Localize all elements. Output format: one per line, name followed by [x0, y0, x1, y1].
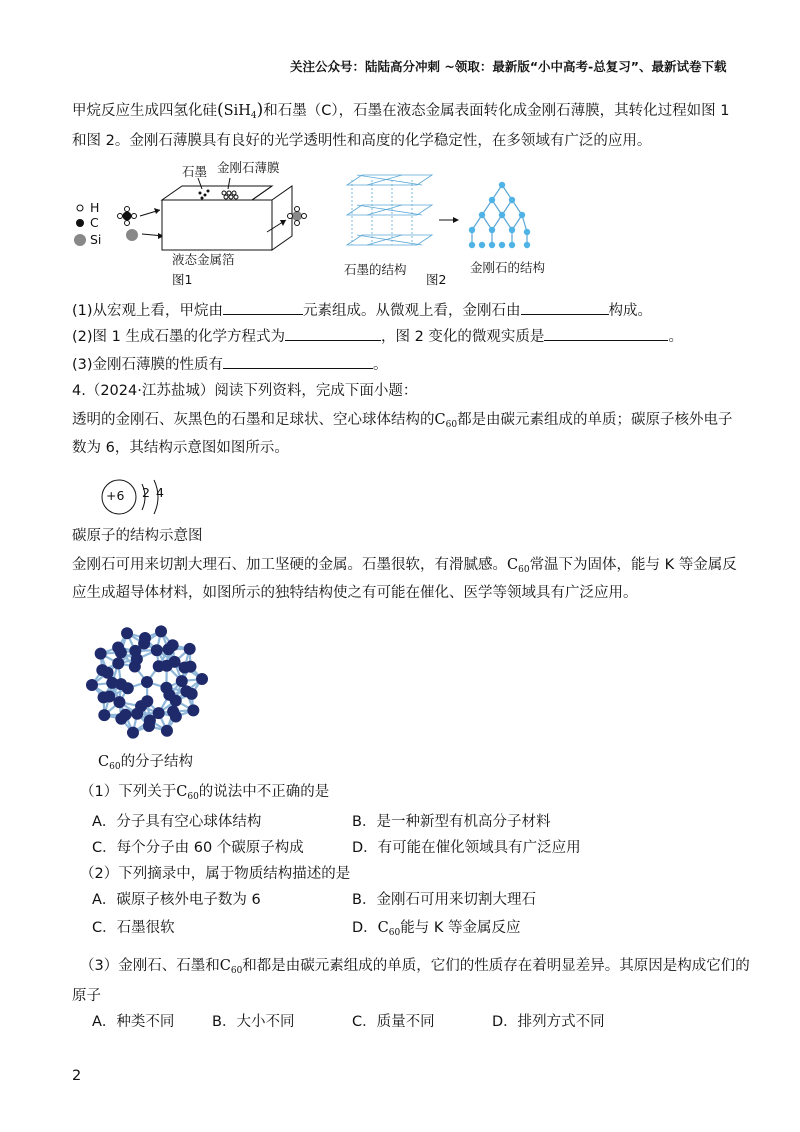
c60-molecule-icon: [72, 617, 222, 747]
q3-p3-blank[interactable]: [223, 354, 373, 369]
sub1-c60-sub: 60: [187, 792, 199, 802]
figure-area: [72, 160, 572, 295]
q3-p2-text-a: (2)图 1 生成石墨的化学方程式为: [72, 329, 285, 345]
sub2-option-b[interactable]: B．金刚石可用来切割大理石: [352, 892, 536, 908]
sub2-c60: C: [377, 920, 389, 936]
c60-caption-rest: 的分子结构: [120, 754, 194, 770]
h-atom-legend-icon: [77, 205, 83, 211]
legend-c-label: C: [90, 215, 99, 230]
q3-p1-blank-2[interactable]: [521, 300, 609, 315]
sub2-stem: （2）下列摘录中，属于物质结构描述的是: [80, 866, 351, 882]
q4-para2-line1: [72, 555, 737, 580]
sub3-option-d[interactable]: D．排列方式不同: [492, 1014, 605, 1030]
q4-para1-line1: [72, 410, 733, 435]
carbon-atom-diagram: [96, 472, 186, 522]
legend-si-label: Si: [90, 232, 102, 247]
nucleus-charge: +6: [106, 488, 125, 503]
q3-p2-text-b: ，图 2 变化的微观实质是: [380, 329, 545, 345]
q3-p2-blank-2[interactable]: [544, 326, 668, 341]
diamond-structure-icon: [469, 182, 530, 248]
liquid-metal-label: 液态金属箔: [172, 252, 235, 267]
q3-p3-text-b: 。: [373, 357, 388, 373]
q4-title: 4.（2024·江苏盐城）阅读下列资料，完成下面小题：: [72, 383, 418, 399]
sub1-option-d[interactable]: D．有可能在催化领域具有广泛应用: [352, 840, 581, 856]
q3-p1-text-a: (1)从宏观上看，甲烷由: [72, 303, 224, 319]
sih4-formula: SiH: [223, 103, 251, 119]
q4-para1-line2: 数为 6，其结构示意图如图所示。: [72, 440, 289, 456]
sub2-d-prefix: D．: [352, 920, 378, 936]
shell-1-count: 2: [142, 485, 150, 500]
sub1-c60: C: [176, 784, 188, 800]
c60-formula: C: [434, 412, 446, 428]
c60-formula-2: C: [507, 557, 519, 573]
q3-part-1: [72, 300, 652, 321]
intro-line-2: 和图 2。金刚石薄膜具有良好的光学透明性和高度的化学稳定性，在多领域有广泛的应用。: [72, 133, 652, 149]
figure-1-caption: 图1: [172, 272, 193, 287]
diamond-film-label: 金刚石薄膜: [217, 160, 280, 175]
sub3-option-a[interactable]: A．种类不同: [92, 1014, 175, 1030]
methane-molecule-icon: [118, 207, 137, 226]
intro-line-1: 甲烷反应生成四氢化硅(SiH$_4$)和石墨（C），石墨在液态金属表面转化成金刚石薄膜，其转化过程如图 1: [72, 100, 730, 121]
c60-subscript: 60: [445, 420, 458, 430]
diamond-structure-label: 金刚石的结构: [470, 260, 546, 275]
sub2-option-c[interactable]: C．石墨很软: [92, 920, 175, 936]
sub1-option-c[interactable]: C．每个分子由 60 个碳原子构成: [92, 840, 304, 856]
q3-p2-blank-1[interactable]: [285, 326, 381, 341]
q4-para2-text-b: 常温下为固体，能与 K 等金属反: [529, 557, 737, 573]
c60-molecule-image: [72, 617, 222, 747]
atom-caption: 碳原子的结构示意图: [72, 528, 203, 544]
intro-text-a: 甲烷反应生成四氢化硅: [72, 103, 217, 119]
sub2-option-a[interactable]: A．碳原子核外电子数为 6: [92, 892, 261, 908]
q3-p1-text-b: 元素组成。从微观上看，金刚石由: [303, 303, 521, 319]
sub2-c60-sub: 60: [388, 928, 401, 938]
q4-para1-text-b: 都是由碳元素组成的单质；碳原子核外电子: [457, 412, 733, 428]
q3-part-3: [72, 354, 388, 375]
c60-caption: [98, 752, 193, 777]
sub1-stem-b: 的说法中不正确的是: [198, 784, 330, 800]
si-atom-legend-icon: [74, 234, 86, 246]
intro-text-b: 和石墨（C），石墨在液态金属表面转化成金刚石薄膜，其转化过程如图 1: [263, 103, 730, 119]
shell-2-count: 4: [156, 485, 164, 500]
sub1-stem: [80, 782, 329, 807]
sub1-stem-a: （1）下列关于: [80, 784, 177, 800]
sub3-stem-line2: 原子: [72, 988, 101, 1004]
sub2-d-text: 能与 K 等金属反应: [400, 920, 521, 936]
q3-p3-text-a: (3)金刚石薄膜的性质有: [72, 357, 224, 373]
sub2-option-d[interactable]: [352, 918, 520, 943]
graphite-structure-icon: [347, 175, 432, 245]
sub1-option-b[interactable]: B．是一种新型有机高分子材料: [352, 814, 551, 830]
graphite-label: 石墨: [182, 164, 208, 179]
c-atom-legend-icon: [76, 219, 84, 227]
c60-subscript-2: 60: [518, 565, 530, 575]
q3-p1-text-c: 构成。: [608, 303, 653, 319]
sub3-stem-b: 和都是由碳元素组成的单质，它们的性质存在着明显差异。其原因是构成它们的: [242, 958, 750, 974]
header-banner: 关注公众号：陆陆高分冲刺 ~领取：最新版“小中高考-总复习”、最新试卷下载: [290, 59, 727, 74]
sub3-stem-a: （3）金刚石、石墨和: [80, 958, 220, 974]
si-atom-icon: [126, 229, 138, 241]
sub3-c60: C: [219, 958, 231, 974]
sub3-stem-line1: [80, 956, 750, 981]
q4-para2-text-a: 金刚石可用来切割大理石、加工坚硬的金属。石墨很软，有滑腻感。: [72, 557, 507, 573]
q3-p1-blank-1[interactable]: [223, 300, 303, 315]
q3-part-2: [72, 326, 683, 347]
sub3-option-b[interactable]: B．大小不同: [212, 1014, 295, 1030]
sub3-option-c[interactable]: C．质量不同: [352, 1014, 435, 1030]
c60-caption-c: C: [98, 754, 110, 770]
sih4-subscript: 4: [250, 111, 257, 121]
q4-para1-text-a: 透明的金刚石、灰黑色的石墨和足球状、空心球体结构的: [72, 412, 435, 428]
page-number: 2: [72, 1068, 82, 1084]
c60-caption-sub: 60: [109, 762, 121, 772]
legend-h-label: H: [90, 200, 100, 215]
graphite-structure-label: 石墨的结构: [344, 262, 407, 277]
figure-2-caption: 图2: [426, 272, 447, 287]
sub3-c60-sub: 60: [230, 966, 243, 976]
q4-para2-line2: 应生成超导体材料，如图所示的独特结构使之有可能在催化、医学等领域具有广泛应用。: [72, 585, 638, 601]
q3-p2-text-c: 。: [668, 329, 683, 345]
sub1-option-a[interactable]: A．分子具有空心球体结构: [92, 814, 262, 830]
